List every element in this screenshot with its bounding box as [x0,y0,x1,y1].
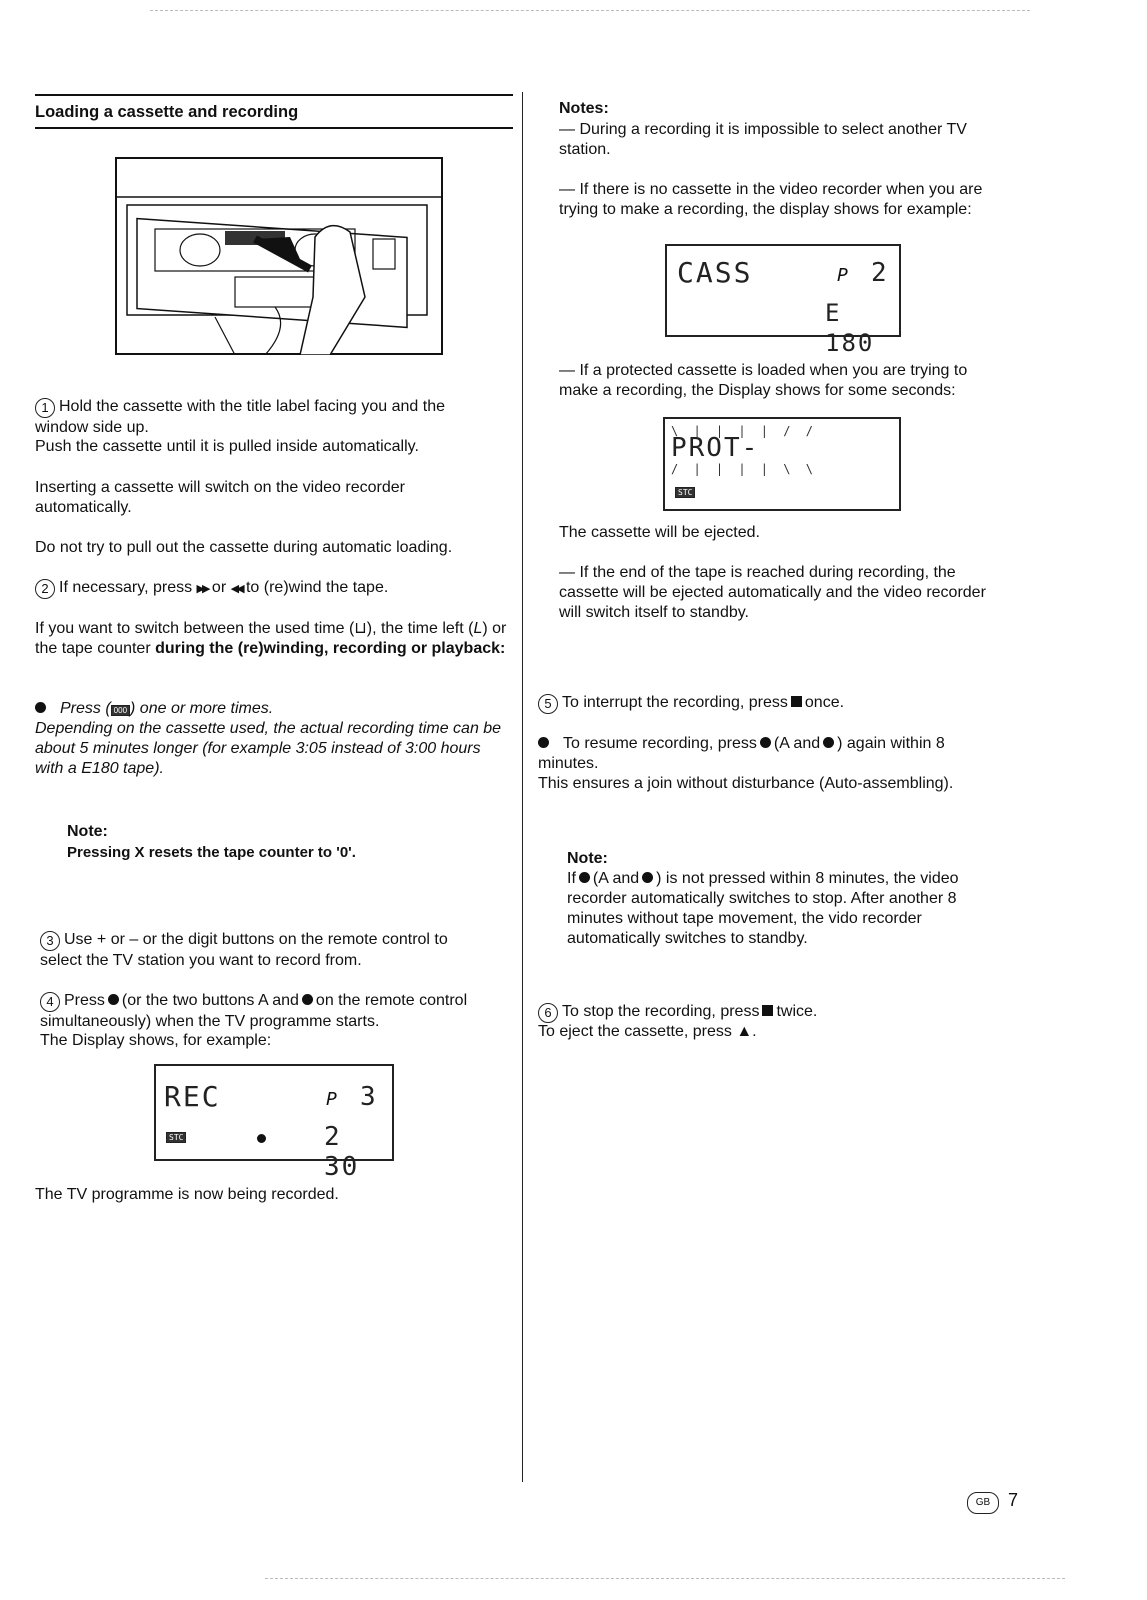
lcd-cass-tape: E 180 [825,299,875,357]
note-text-right: If (A and ) is not pressed within 8 minutes, the video recorder automatically switches to stop. After another 8 minutes without tape movement, the vido recorder automatically switches to standby. [567,870,959,947]
switch-paragraph: If you want to switch between the used time (⊔), the time left (L) or the tape counter during the (re)winding, recording or playback: [35,620,507,657]
cassette-illustration [115,157,443,355]
bottom-scan-rule [265,1578,1065,1579]
top-scan-rule [150,10,1030,11]
notes-heading: Notes: [559,100,609,117]
lcd-record-dot-icon [257,1134,266,1143]
recorded-text: The TV programme is now being recorded. [35,1186,339,1203]
step1-text: 1 Hold the cassette with the title label facing you and the window side up. [35,398,446,436]
record-icon-6 [642,872,653,883]
step4-display-text: The Display shows, for example: [40,1032,272,1049]
title-rule-top [35,94,513,96]
country-badge: GB [967,1492,999,1514]
cassette-loading-icon [115,157,443,355]
step-number-6: 6 [538,1003,558,1023]
step-number-3: 3 [40,931,60,951]
eject-icon: ▲ [736,1023,753,1040]
section-title: Loading a cassette and recording [35,103,299,121]
press-counter-line: Press ( 000 ) one or more times. [35,699,515,719]
lcd-prot-badge: STC [675,487,695,498]
lcd-rec-p: P [326,1089,337,1110]
lcd-rec-time: 2 30 [324,1122,360,1182]
step1-push-text: Push the cassette until it is pulled inside automatically. [35,438,419,455]
step-number-1: 1 [35,398,55,418]
step5-text: 5 To interrupt the recording, press once. [538,693,1008,714]
counter-key-icon: 000 [111,705,130,716]
bullet-icon-right [538,737,549,748]
lcd-prot-display [663,417,901,511]
record-icon-3 [760,737,771,748]
time-left-icon: L [473,620,483,637]
lcd-cass-main: CASS [677,256,753,289]
lcd-rec-badge: STC [166,1132,186,1143]
record-icon-2 [302,994,313,1005]
lcd-cass-prog: 2 [871,258,889,288]
eject-text: To eject the cassette, press ▲. [538,1023,757,1040]
inserting-paragraph: Inserting a cassette will switch on the video recorder automatically. [35,479,405,516]
step-number-4: 4 [40,992,60,1012]
title-rule-bottom [35,127,513,129]
lcd-rec-prog: 3 [360,1082,378,1112]
ejected-text: The cassette will be ejected. [559,524,760,541]
join-text: This ensures a join without disturbance (Auto-assembling). [538,775,954,792]
lcd-cass-p: P [837,265,848,286]
step-number-5: 5 [538,694,558,714]
stop-icon-2 [762,1005,773,1016]
stop-icon [791,696,802,707]
lcd-prot-flash-bottom-icon: / | | | | \ \ [671,462,817,476]
lcd-prot-flash-top-icon: \ | | | | / / [671,424,817,438]
page-number: 7 [1008,1490,1019,1510]
step3-text: 3 Use + or – or the digit buttons on the remote control to select the TV station you want to record from. [40,931,448,969]
note-heading-left: Note: [67,823,108,840]
lcd-cass-display [665,244,901,357]
bullet-icon [35,702,46,713]
record-icon-4 [823,737,834,748]
step2-text: 2 If necessary, press ▶▶ or ◀◀ to (re)wind the tape. [35,578,515,599]
lcd-prot-main: PROT- [671,433,760,463]
do-not-paragraph: Do not try to pull out the cassette during automatic loading. [35,539,453,556]
record-icon-5 [579,872,590,883]
step6-text: 6 To stop the recording, press twice. [538,1002,998,1023]
note4: — If the end of the tape is reached during recording, the cassette will be ejected automatically and the video recorder will switch itself to standby. [559,564,986,621]
rewind-icon: ◀◀ [230,583,242,595]
record-icon [108,994,119,1005]
lcd-rec-display [154,1064,394,1182]
used-time-icon: ⊔ [354,620,367,637]
step-number-2: 2 [35,579,55,599]
note-heading-right: Note: [567,850,608,867]
note3: — If a protected cassette is loaded when you are trying to make a recording, the Display shows for some seconds: [559,362,968,399]
column-divider [522,92,523,1482]
fast-forward-icon: ▶▶ [196,583,208,595]
note1: — During a recording it is impossible to select another TV station. [559,121,967,158]
resume-text: To resume recording, press (A and ) again within 8 minutes. [538,735,945,772]
note2: — If there is no cassette in the video recorder when you are trying to make a recording, the display shows for example: [559,181,983,218]
note-text-left: Pressing X resets the tape counter to '0'. [67,844,356,861]
step4-text: 4 Press (or the two buttons A and on the remote control simultaneously) when the TV programme starts. [40,992,468,1030]
lcd-rec-main: REC [164,1080,221,1113]
italic-note: Depending on the cassette used, the actual recording time can be about 5 minutes longer (for example 3:05 instead of 3:00 hours with a E180 tape). [35,720,502,777]
